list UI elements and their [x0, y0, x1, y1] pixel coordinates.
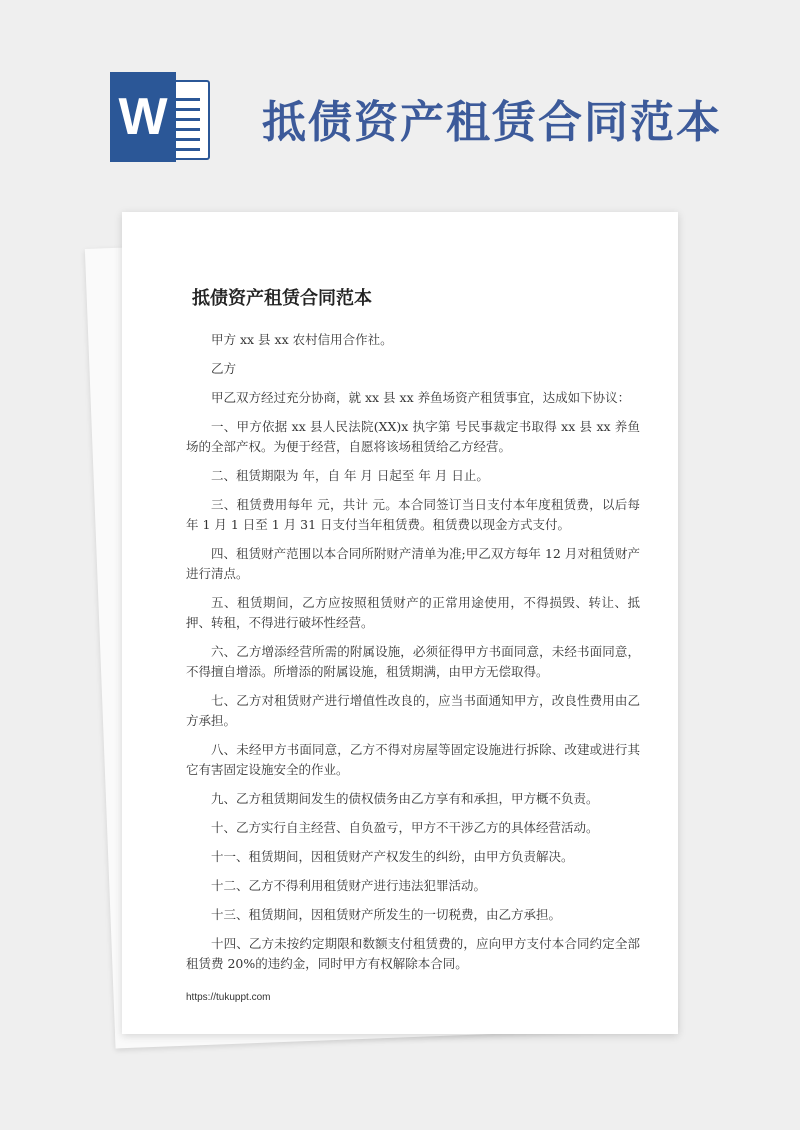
clause-2: 二、租赁期限为 年，自 年 月 日起至 年 月 日止。	[211, 468, 489, 483]
clause-8: 八、未经甲方书面同意，乙方不得对房屋等固定设施进行拆除、改建或进行其它有害固定设施安全的作业。	[186, 742, 640, 777]
clause-1: 一、甲方依据 xx 县人民法院(XX)x 执字第 号民事裁定书取得 xx 县 xx 养鱼场的全部产权。为便于经营，自愿将该场租赁给乙方经营。	[186, 419, 640, 454]
header-banner	[0, 0, 800, 210]
clause-14: 十四、乙方未按约定期限和数额支付租赁费的，应向甲方支付本合同约定全部租赁费 20%的违约金，同时甲方有权解除本合同。	[186, 936, 640, 971]
clause-13: 十三、租赁期间，因租赁财产所发生的一切税费，由乙方承担。	[211, 907, 562, 922]
document-page	[122, 212, 678, 1034]
clause-5: 五、租赁期间，乙方应按照租赁财产的正常用途使用，不得损毁、转让、抵押、转租，不得进行破坏性经营。	[186, 595, 640, 630]
clause-6: 六、乙方增添经营所需的附属设施，必须征得甲方书面同意，未经书面同意，不得擅自增添。所增添的附属设施，租赁期满，由甲方无偿取得。	[186, 644, 640, 679]
document-title: 抵债资产租赁合同范本	[192, 288, 372, 309]
clause-12: 十二、乙方不得利用租赁财产进行违法犯罪活动。	[211, 878, 487, 893]
paragraph-party-b: 乙方	[211, 361, 237, 376]
document-body	[186, 330, 640, 983]
clause-4: 四、租赁财产范围以本合同所附财产清单为准;甲乙双方每年 12 月对租赁财产进行清点。	[186, 546, 640, 581]
clause-3: 三、租赁费用每年 元，共计 元。本合同签订当日支付本年度租赁费，以后每年 1 月 1 日至 1 月 31 日支付当年租赁费。租赁费以现金方式支付。	[186, 497, 640, 532]
word-logo-icon	[110, 68, 216, 164]
clause-11: 十一、租赁期间，因租赁财产产权发生的纠纷，由甲方负责解决。	[211, 849, 574, 864]
paragraph-party-a: 甲方 xx 县 xx 农村信用合作社。	[211, 332, 393, 347]
clause-10: 十、乙方实行自主经营、自负盈亏，甲方不干涉乙方的具体经营活动。	[211, 820, 599, 835]
footer-url[interactable]: https://tukuppt.com	[186, 992, 271, 1003]
paragraph-preamble: 甲乙双方经过充分协商，就 xx 县 xx 养鱼场资产租赁事宜，达成如下协议：	[211, 390, 631, 405]
clause-7: 七、乙方对租赁财产进行增值性改良的，应当书面通知甲方，改良性费用由乙方承担。	[186, 693, 640, 728]
word-logo-letter: W	[110, 72, 176, 162]
clause-9: 九、乙方租赁期间发生的债权债务由乙方享有和承担，甲方概不负责。	[211, 791, 599, 806]
header-title: 抵债资产租赁合同范本	[262, 97, 722, 148]
